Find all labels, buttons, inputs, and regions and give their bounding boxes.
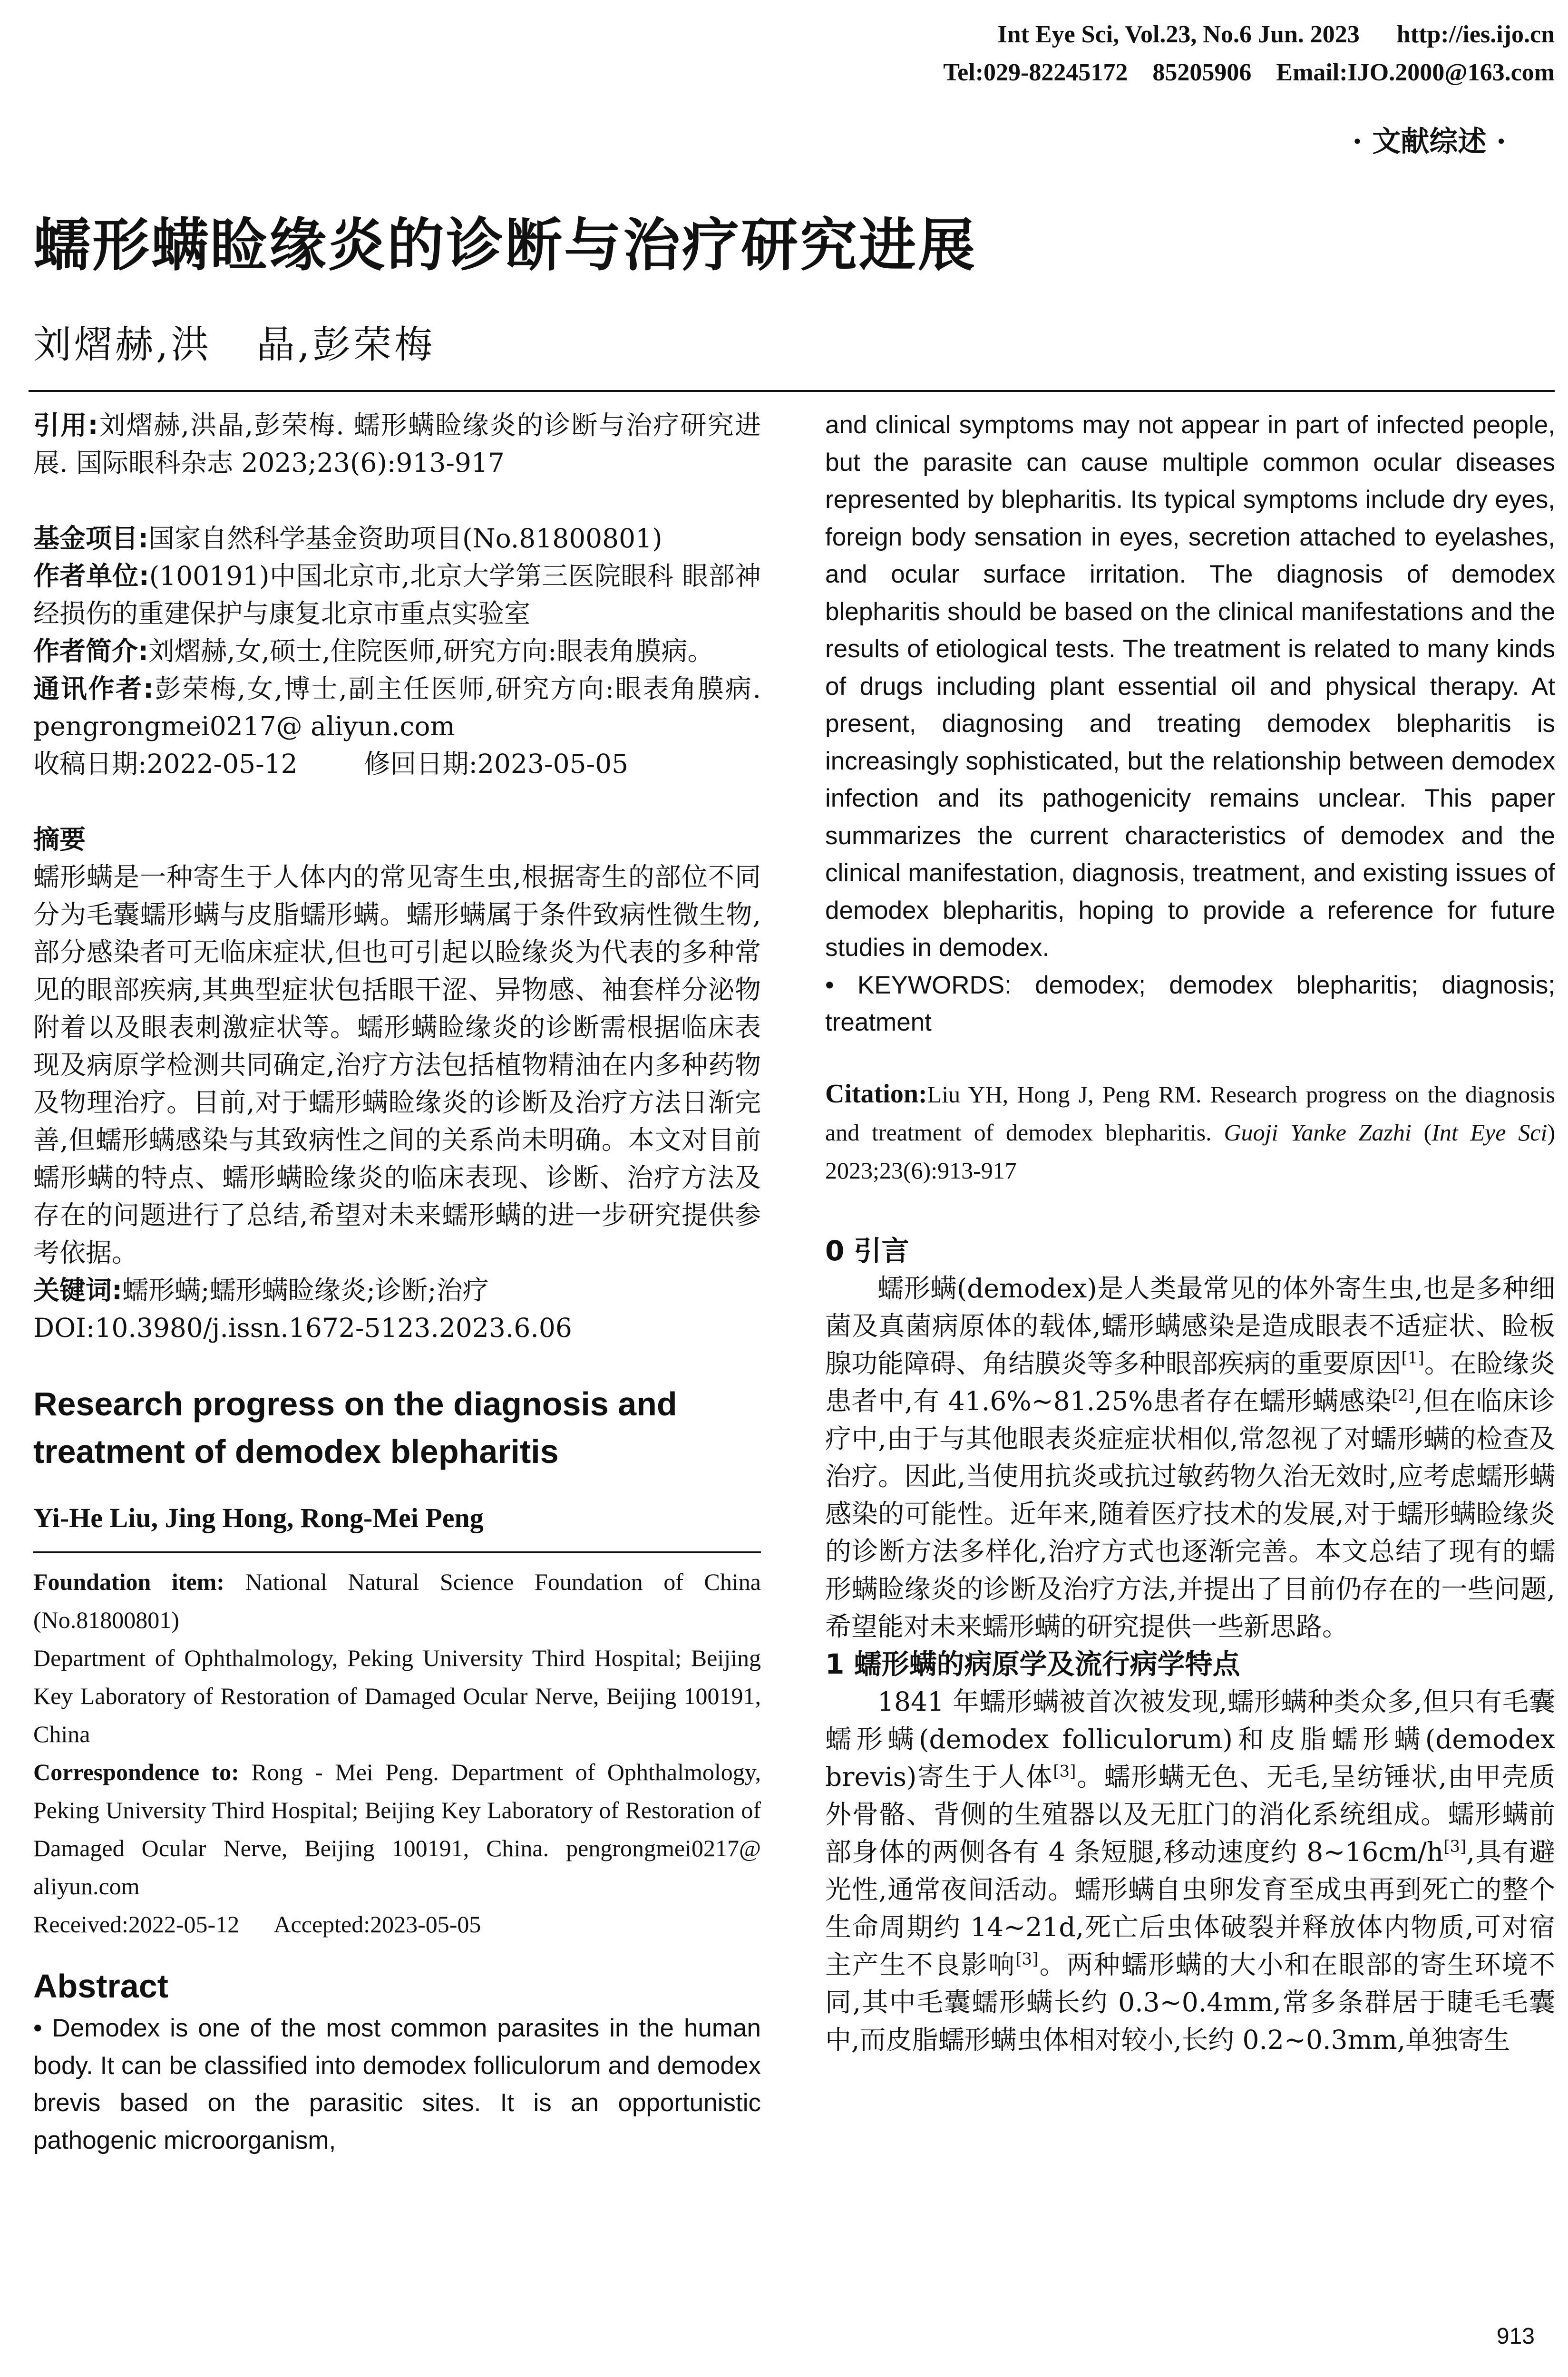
english-citation-text: Liu YH, Hong J, Peng RM. Research progress on the diagnosis and treatment of demodex blepharitis. [825, 1081, 1555, 1146]
fund-text: 国家自然科学基金资助项目(No.81800801) [148, 523, 662, 554]
dates-cn: 收稿日期:2022-05-12 修回日期:2023-05-05 [33, 749, 629, 779]
sec0-text-a: 蠕形螨(demodex)是人类最常见的体外寄生虫,也是多种细菌及真菌病原体的载体,蠕形螨感染是造成眼表不适症状、睑板腺功能障碍、角结膜炎等多种眼部疾病的重要原因 [825, 1273, 1555, 1379]
english-corr-label: Correspondence to: [33, 1759, 239, 1785]
corresponding-label: 通讯作者: [33, 673, 154, 704]
english-authors: Yi-He Liu, Jing Hong, Rong-Mei Peng [33, 1502, 484, 1533]
author-bio-label: 作者简介: [33, 636, 148, 666]
english-corr-text: Rong - Mei Peng. Department of Ophthalmology, Peking University Third Hospital; Beijing Key Laboratory of Restoration of Damaged Ocular Nerve, Beijing 100191, China. pengrongmei0217@ aliyun.com [33, 1759, 761, 1900]
sec1-text-d: 。两种蠕形螨的大小和在眼部的寄生环境不同,其中毛囊蠕形螨长约 0.3~0.4mm,常多条群居于睫毛毛囊中,而皮脂蠕形螨虫体相对较小,长约 0.2~0.3mm,单独寄生 [825, 1949, 1555, 2055]
right-column [825, 407, 1555, 2059]
ref-2: [2] [1392, 1386, 1415, 1405]
left-column [33, 407, 761, 2159]
sec1-text-a: 1841 年蠕形螨被首次被发现,蠕形螨种类众多,但只有毛囊蠕形螨(demodex folliculorum)和皮脂蠕形螨(demodex brevis)寄生于人体 [825, 1686, 1555, 1792]
keywords-label: 关键词: [33, 1275, 122, 1305]
affiliation [33, 557, 761, 633]
english-citation-journal: Guoji Yanke Zazhi [1224, 1119, 1412, 1146]
title-rule [29, 390, 1555, 392]
author-bio [33, 633, 761, 670]
author-list: 刘熠赫,洪 晶,彭荣梅 [33, 322, 436, 367]
corresponding-text: 彭荣梅,女,博士,副主任医师,研究方向:眼表角膜病. pengrongmei0217@ aliyun.com [33, 673, 761, 741]
citation-label: 引用: [33, 410, 98, 440]
english-fund-text: National Natural Science Foundation of China (No.81800801) [33, 1568, 761, 1633]
english-fund-label: Foundation item: [33, 1568, 224, 1595]
english-correspondence [33, 1753, 761, 1905]
section-0-heading: 0 引言 [825, 1234, 909, 1267]
citation-text: 刘熠赫,洪晶,彭荣梅. 蠕形螨睑缘炎的诊断与治疗研究进展. 国际眼科杂志 2023;23(6):913-917 [33, 410, 761, 478]
english-keywords: • KEYWORDS: demodex; demodex blepharitis; diagnosis; treatment [825, 971, 1555, 1036]
english-citation-journal-en: Int Eye Sci [1432, 1119, 1548, 1146]
abstract-cn-text: 蠕形螨是一种寄生于人体内的常见寄生虫,根据寄生的部位不同分为毛囊蠕形螨与皮脂蠕形螨。蠕形螨属于条件致病性微生物,部分感染者可无临床症状,但也可引起以睑缘炎为代表的多种常见的眼部疾病,其典型症状包括眼干涩、异物感、袖套样分泌物附着以及眼表刺激症状等。蠕形螨睑缘炎的诊断需根据临床表现及病原学检测共同确定,治疗方法包括植物精油在内多种药物及物理治疗。目前,对于蠕形螨睑缘炎的诊断及治疗方法日渐完善,但蠕形螨感染与其致病性之间的关系尚未明确。本文对目前蠕形螨的特点、蠕形螨睑缘炎的临床表现、诊断、治疗方法及存在的问题进行了总结,希望对未来蠕形螨的进一步研究提供参考依据。 [33, 862, 761, 1268]
english-citation: Citation:Liu YH, Hong J, Peng RM. Research progress on the diagnosis and treatment of demodex blepharitis. Guoji Yanke Zazhi (Int Eye Sci) 2023;23(6):913-917 [825, 1079, 1555, 1184]
english-citation-end: 2023;23(6):913-917 [825, 1157, 1017, 1184]
ref-3b: [3] [1443, 1837, 1467, 1856]
affiliation-text: (100191)中国北京市,北京大学第三医院眼科 眼部神经损伤的重建保护与康复北京市重点实验室 [33, 561, 761, 629]
ref-1: [1] [1401, 1348, 1424, 1368]
section-tag: · 文献综述 · [1352, 125, 1506, 158]
journal-header-line1: Int Eye Sci, Vol.23, No.6 Jun. 2023 http://ies.ijo.cn [997, 21, 1555, 48]
sec0-text-b: 。在睑缘炎患者中,有 41.6%~81.25%患者存在蠕形螨感染 [825, 1348, 1555, 1416]
section-1-heading: 1 蠕形螨的病原学及流行病学特点 [825, 1647, 1240, 1680]
english-fund [33, 1563, 761, 1639]
doi: DOI:10.3980/j.issn.1672-5123.2023.6.06 [33, 1313, 572, 1343]
section-0-paragraph [825, 1270, 1555, 1646]
english-abstract-heading: Abstract [33, 1968, 168, 2005]
english-author-rule [33, 1537, 761, 1553]
sec1-text-c: ,具有避光性,通常夜间活动。蠕形螨自虫卵发育至成虫再到死亡的整个生命周期约 14~21d,死亡后虫体破裂并释放体内物质,可对宿主产生不良影响 [825, 1836, 1555, 1980]
citation-cn [33, 407, 761, 482]
english-title: Research progress on the diagnosis and treatment of demodex blepharitis [33, 1385, 677, 1470]
article-title: 蠕形螨睑缘炎的诊断与治疗研究进展 [33, 212, 977, 279]
ref-3c: [3] [1015, 1949, 1039, 1969]
sec1-text-b: 。蠕形螨无色、无毛,呈纺锤状,由甲壳质外骨骼、背侧的生殖器以及无肛门的消化系统组成。蠕形螨前部身体的两侧各有 4 条短腿,移动速度约 8~16cm/h [825, 1761, 1555, 1867]
english-abstract-part1: • Demodex is one of the most common parasites in the human body. It can be classified into demodex folliculorum and demodex brevis based on the parasitic sites. It is an opportunistic pathogenic microorganism, [33, 2014, 761, 2154]
keywords-cn [33, 1272, 761, 1309]
english-dates: Received:2022-05-12 Accepted:2023-05-05 [33, 1911, 481, 1938]
author-bio-text: 刘熠赫,女,硕士,住院医师,研究方向:眼表角膜病。 [148, 636, 714, 666]
ref-3a: [3] [1053, 1762, 1076, 1781]
fund-label: 基金项目: [33, 523, 148, 554]
abstract-cn-heading: 摘要 [33, 824, 86, 855]
english-abstract-part2: and clinical symptoms may not appear in part of infected people, but the parasite can cause multiple common ocular diseases represented by blepharitis. Its typical symptoms include dry eyes, foreign body sensation in eyes, secretion attached to eyelashes, and ocular surface irritation. The diagnosis of demodex blepharitis should be based on the clinical manifestations and the results of etiological tests. The treatment is related to many kinds of drugs including plant essential oil and physical therapy. At present, diagnosing and treating demodex blepharitis is increasingly sophisticated, but the relationship between demodex infection and its pathogenicity remains unclear. This paper summarizes the current characteristics of demodex and the clinical manifestation, diagnosis, treatment, and existing issues of demodex blepharitis, hoping to provide a reference for future studies in demodex. [825, 411, 1555, 962]
corresponding-author [33, 670, 761, 745]
journal-header-line2: Tel:029-82245172 85205906 Email:IJO.2000@163.com [943, 59, 1555, 86]
affiliation-label: 作者单位: [33, 561, 149, 591]
sec0-text-c: ,但在临床诊疗中,由于与其他眼表炎症症状相似,常忽视了对蠕形螨的检查及治疗。因此,当使用抗炎或抗过敏药物久治无效时,应考虑蠕形螨感染的可能性。近年来,随着医疗技术的发展,对于蠕形螨睑缘炎的诊断方法多样化,治疗方式也逐渐完善。本文总结了现有的蠕形螨睑缘炎的诊断及治疗方法,并提出了目前仍存在的一些问题,希望能对未来蠕形螨的研究提供一些新思路。 [825, 1385, 1555, 1642]
section-1-paragraph [825, 1683, 1555, 2059]
english-citation-label: Citation: [825, 1079, 927, 1109]
page-number: 913 [1496, 2324, 1535, 2349]
keywords-text: 蠕形螨;蠕形螨睑缘炎;诊断;治疗 [122, 1275, 489, 1305]
fund-item [33, 520, 761, 557]
english-department: Department of Ophthalmology, Peking University Third Hospital; Beijing Key Laboratory of Restoration of Damaged Ocular Nerve, Beijing 100191, China [33, 1645, 761, 1747]
